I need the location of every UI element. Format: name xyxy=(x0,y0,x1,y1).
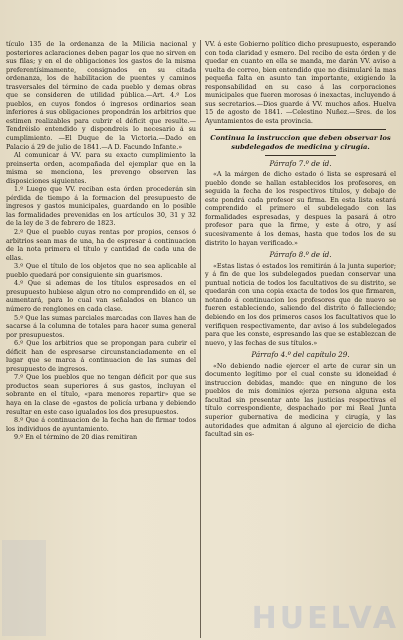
left-paragraph: 8.º Que á continuacion de la fecha han de firmar todos los individuos de ayuntamiento. xyxy=(6,416,196,433)
parrafo-7-title: Párrafo 7.º de íd. xyxy=(269,158,332,168)
left-paragraph: 1.º Luego que VV. reciban esta órden procederán sin pérdida de tiempo á la formacion del presupuesto de ingresos y gastos municipales, guardando en lo posible las formalidades prevenidas en los artículos 30, 31 y 32 de la ley de 3 de febrero de 1823. xyxy=(6,185,196,228)
column-divider xyxy=(200,40,201,638)
left-paragraph: 2.º Que el pueblo cuyas rentas por propios, censos ó arbitrios sean mas de una, ha de espresar á continuacion de la nota primera el título y cantidad de cada una de ellas. xyxy=(6,228,196,262)
parrafo-4-title: Párrafo 4.º del capítulo 29. xyxy=(251,350,350,360)
left-paragraph: 3.º Que el título de los objetos que no sea aplicable al pueblo quedará por consiguiente sin guarismos. xyxy=(6,262,196,279)
left-paragraph: 7.º Que los pueblos que no tengan déficit por que sus productos sean superiores á sus gastos, incluyan el sobrante en el título, «para menores repartir» que se haya en la clase de «gastos de policía urbana y debiendo resultar en este caso igualados los dos presupuestos. xyxy=(6,373,196,416)
left-paragraph: tículo 135 de la ordenanza de la Milicia nacional y posteriores aclaraciones deben pagar los que no sirven en sus filas; y en el de obligaciones los gastos de la misma preferentísimamente, consignados en su citada ordenanza, los de habilitacion de puentes y caminos trasversales del término de cada pueblo y demas obras que se consideren de utilidad pública.—Art. 4.º Los pueblos, en cuyos fondos ó ingresos ordinarios sean inferiores á sus obligaciones propondrán los arbitrios que estimen realizables para cubrir el déficit que resulte.—Tendréislo entendido y dispondreis lo necesario á su cumplimiento. —El Duque de la Victoria.—Dado en Palacio á 29 de julio de 1841.—A D. Facundo Infante.» xyxy=(6,40,196,151)
parrafo-8-title: Párrafo 8.º de íd. xyxy=(269,250,332,260)
parrafo-8-text: «Estas listas ó estados los remitirán á la junta superior; y á fin de que los subdelegados puedan conservar una puntual noticia de todos los facultativos de su distrito, se quedarán con una copia exacta de todos los que firmaren, notando á continuacion los profesores que de nuevo se fueren estableciendo, saliendo del distrito ó falleciendo; debiendo en los dos primeros casos los facultativos que lo verifiquen respectivamente, dar aviso á los subdelegados para que les conste, espresando las que se establezcan de nuevo, y las fechas de sus títulos.» xyxy=(205,261,396,347)
left-paragraph: 5.º Que las sumas parciales marcadas con llaves han de sacarse á la columna de totales para hacer suma general por presupuestos. xyxy=(6,313,196,339)
left-paragraph: 4.º Que si ademas de los títulos espresados en el presupuesto hubiese algun otro no comprendido en él, se aumentará, para lo cual van señalados en blanco un número de renglones en cada clase. xyxy=(6,279,196,313)
right-top-paragraph: VV. á este Gobierno político dicho presupuesto, esperando con toda claridad y esmero. Del recibo de esta órden y de quedar en cuanto en ella se manda, me darán VV. aviso a vuelta de correo, bien entendido que no disimularé la mas pequeña falta en asunto tan importante, exigiendo la responsabilidad en su caso á las corporaciones municipales que fueren morosas ó inexactas, incluyendo á sus secretarios.—Dios guarde á VV. muchos años. Huelva 15 de agosto de 1841. —Celestino Nuñez.—Sres. de los Ayuntamientos de esta provincia. xyxy=(205,40,396,125)
short-divider xyxy=(265,155,336,156)
left-paragraph: 9.º En el término de 20 dias remitiran xyxy=(14,433,138,442)
left-column xyxy=(6,40,196,442)
library-stamp-mark xyxy=(2,540,46,636)
right-column xyxy=(205,40,396,439)
watermark: HUELVA xyxy=(251,601,399,636)
parrafo-4-text: «No debiendo nadie ejercer el arte de curar sin un documento legítimo por el cual conste su idoneidad é instruccion debidas, mando: que en ninguno de los pueblos de mis dominios ejerza persona alguna esta facultad sin presentar ante las justicias respectivas el título correspondiente, despachado por mi Real Junta superior gubernativa de medicina y cirugía, y las autoridades que admitan á alguno al ejercicio de dicha facultad sin es- xyxy=(205,361,396,439)
left-paragraph: Al comunicar á VV. para su exacto cumplimiento la preinserta orden, acompañada del ejemplar que en la misma se menciona, les prevengo observen las disposiciones siguientes. xyxy=(6,151,196,185)
section-divider xyxy=(215,129,386,130)
parrafo-7-text: «A la márgen de dicho estado ó lista se espresará el pueblo donde se hallan establecidos los profesores, en seguida la fecha de los respectivos títulos, y debajo de este pondrá cada profesor su firma. En esta lista estará comprendido el primero el subdelegado con las formalidades espresadas, y despues la pasará á otro profesor para que la firme, y este á otro, y así sucesivamente á los demas, hasta que todos los de su distrito lo hayan verificado.» xyxy=(205,170,396,247)
section-title: Continua la instruccion que deben observar los subdelegados de medicina y cirugía. xyxy=(210,134,391,152)
left-paragraph: 6.º Que los arbitrios que se propongan para cubrir el déficit han de espresarse circunstanciadamente en el lugar que se marca á continuacion de las sumas del presupuesto de ingresos. xyxy=(6,339,196,373)
